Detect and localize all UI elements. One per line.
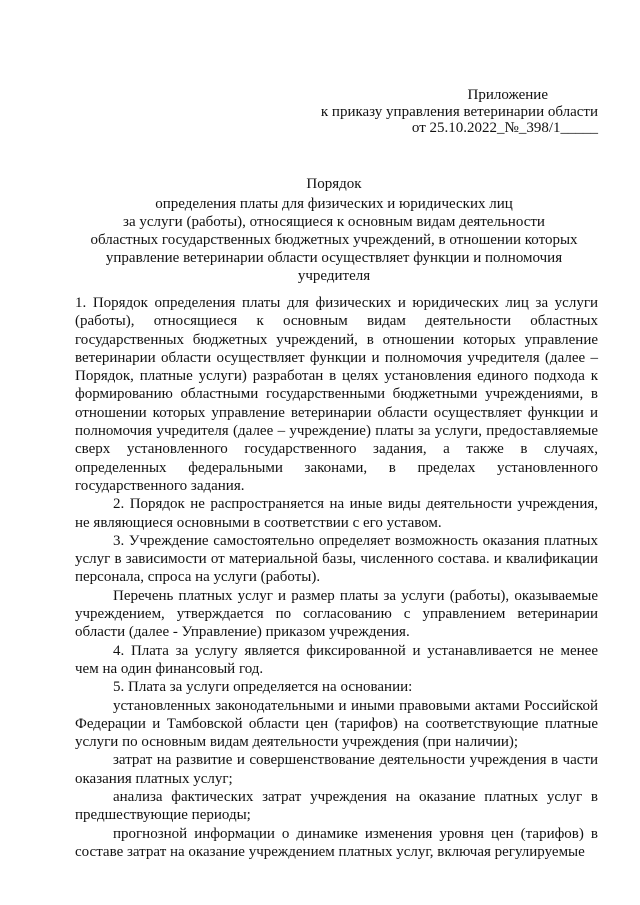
- paragraph-5-item: прогнозной информации о динамике изменения уровня цен (тарифов) в составе затрат на оказание учреждением платных услуг, включая регулируемые: [75, 825, 598, 860]
- paragraph-1: 1. Порядок определения платы для физических и юридических лиц за услуги (работы), относящиеся к основным видам деятельности областных государственных бюджетных учреждений, в отношении которых управление ветеринарии области осуществляет функции и полномочия учредителя (далее – Порядок, платные услуги) разработан в целях установления единого подхода к формированию областными государственными бюджетными учреждениями, в отношении которых управление ветеринарии области осуществляет функции и полномочия учредителя (далее – учреждение) платы за услуги, предоставляемые сверх установленного государственного задания, а также в случаях, определенных федеральными законами, в пределах установленного государственного задания.: [75, 295, 598, 494]
- paragraph-4: 4. Плата за услугу является фиксированной и устанавливается не менее чем на один финансовый год.: [75, 642, 598, 677]
- title-subtitle-line: областных государственных бюджетных учреждений, в отношении которых: [90, 232, 578, 248]
- appendix-order-reference: к приказу управления ветеринарии области: [320, 103, 598, 120]
- title-subtitle-line: учредителя: [297, 268, 371, 284]
- paragraph-5-item: анализа фактических затрат учреждения на оказание платных услуг в предшествующие периоды;: [75, 789, 598, 824]
- title-subtitle-line: за услуги (работы), относящиеся к основным видам деятельности: [123, 214, 545, 230]
- paragraph-5-item: установленных законодательными и иными правовыми актами Российской Федерации и Тамбовской области цен (тарифов) на соответствующие платные услуги по основным видам деятельности учреждения (при наличии);: [75, 697, 598, 751]
- document-title: [75, 175, 593, 285]
- paragraph-3-list: Перечень платных услуг и размер платы за услуги (работы), оказываемые учреждением, утверждается по согласованию с управлением ветеринарии области (далее - Управление) приказом учреждения.: [75, 587, 598, 641]
- appendix-header: [321, 87, 598, 137]
- paragraph-5: 5. Плата за услуги определяется на основании:: [113, 679, 413, 696]
- paragraph-3: 3. Учреждение самостоятельно определяет возможность оказания платных услуг в зависимости от материальной базы, численного состава. и квалификации персонала, спроса на услуги (работы).: [75, 532, 598, 586]
- title-subtitle-line: управление ветеринарии области осуществляет функции и полномочия: [105, 250, 563, 266]
- appendix-order-date-number: от 25.10.2022_№_398/1_____: [411, 120, 598, 136]
- paragraph-5-item: затрат на развитие и совершенствование деятельности учреждения в части оказания платных услуг;: [75, 752, 598, 787]
- appendix-label: Приложение: [467, 87, 548, 103]
- title-subtitle-line: определения платы для физических и юридических лиц: [155, 196, 513, 212]
- paragraph-2: 2. Порядок не распространяется на иные виды деятельности учреждения, не являющиеся основными в соответствии с его уставом.: [75, 496, 598, 531]
- title-heading: Порядок: [306, 176, 362, 192]
- document-body: [75, 294, 598, 861]
